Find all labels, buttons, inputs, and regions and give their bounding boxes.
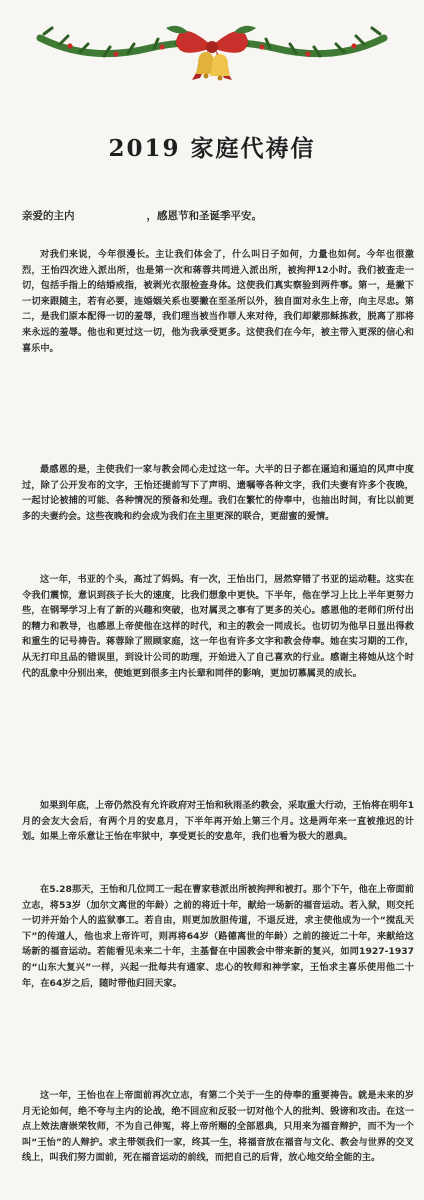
letter-paragraph: 这一年，王怡也在上帝面前再次立志，有第二个关于一生的侍奉的重要祷告。就是未来的岁月无论如何，绝不夸与主内的论战，绝不回应和反驳一切对他个人的批判、毁谤和攻击。在这一点上效法唐崇荣牧师，不为自己伸冤，将上帝所赐的全部恩典，只用来为福音辩护，而不为一个叫“王怡”的人辩护。求主带领我们一家，终其一生，将福音放在福音与文化、教会与世界的交叉线上，叫我们努力面前，死在福音运动的前线，而把自己的后背，放心地交给全能的主。 — [22, 1090, 414, 1164]
christmas-garland-decoration — [30, 8, 394, 103]
letter-paragraph: 最感恩的是，主使我们一家与教会同心走过这一年。大半的日子都在逼迫和逼迫的风声中度过，除了公开发布的文字，王怡还提前写下了声明、遗嘱等各种文字，我们夫妻有许多个夜晚，一起讨论被捕的可能、各种情况的预备和处理。我们在繁忙的侍奉中，也抽出时间，有比以前更多的夫妻约会。这些夜晚和约会成为我们在主里更深的联合，更甜蜜的爱情。 — [22, 464, 414, 522]
letter-paragraph: 这一年，书亚的个头，高过了妈妈。有一次，王怡出门，居然穿错了书亚的运动鞋。这实在令我们震惊，意识到孩子长大的速度，比我们想象中更快。下半年，他在学习上比上半年更努力些，在钢琴学习上有了新的兴趣和突破，也对属灵之事有了更多的关心。感恩他的老师们所付出的精力和教导，也感恩上帝使他在这样的时代，和主的教会一同成长。也切切为他早日显出得救和重生的记号祷告。蒋蓉除了照顾家庭，这一年也有许多文字和教会侍奉。她在实习期的工作，从无打印且品的错误里，到设计公司的助理，开始进入了自己喜欢的行业。感谢主将她从这个时代的乱象中分别出来，使她更到很多主内长辈和同伴的影响，更加切慕属灵的成长。 — [22, 574, 414, 679]
letter-greeting — [22, 208, 410, 223]
greeting-salutation: 亲爱的主内 — [22, 210, 75, 222]
letter-paragraph: 在5.28那天，王怡和几位同工一起在曹家巷派出所被拘押和被打。那个下午，他在上帝面前立志，将53岁（加尔文离世的年龄）之前的将近十年，献给一场新的福音运动。若入狱，则交托一切并开始个人的监狱事工。若自由，则更加放胆传道，不退反进，求主使他成为一个“搅乱天下”的传道人，他也求上帝许可，则再将64岁（路德离世的年龄）之前的接近二十年，来献给这场新的福音运动。若能看见未来二十年，主基督在中国教会中带来新的复兴，如同1927-1937的“山东大复兴”一样，兴起一批每共有通家、忠心的牧师和神学家，王怡求主喜乐使用他二十年，在64岁之后，随时带他归回天家。 — [22, 884, 414, 989]
letter-paragraph: 对我们来说，今年很漫长。主让我们体会了，什么叫日子如何，力量也如何。今年也很激烈，王怡四次进入派出所，也是第一次和蒋蓉共同进入派出所，被拘押12小时。我们被查走一切，包括手指上的结婚戒指，被剥光衣服检查身体。这使我们真实察验到两件事。第一，是撇下一切来跟随主，若有必要，连婚姻关系也要撇在至圣所以外，独自面对永生上帝，向主尽忠。第二，是我们原本配得一切的羞辱，我们理当被当作罪人来对待，我们却蒙那稣拣救，脱离了那将来永远的羞辱。他也和更过这一切，他为我承受更多。这使我们在今年，被主带入更深的信心和喜乐中。 — [22, 249, 414, 354]
greeting-wish: ，感恩节和圣诞季平安。 — [146, 210, 262, 222]
letter-title: 2019 家庭代祷信 — [108, 135, 316, 162]
letter-paragraph: 如果到年底，上帝仍然没有允许政府对王怡和秋雨圣约教会，采取重大行动，王怡将在明年1月的会友大会后，有两个月的安息月，下半年再开始上第三个月。这是两年来一直被推迟的计划。如果上帝乐意让王怡在牢狱中，享受更长的安息年，我们也看为极大的恩典。 — [22, 800, 414, 843]
